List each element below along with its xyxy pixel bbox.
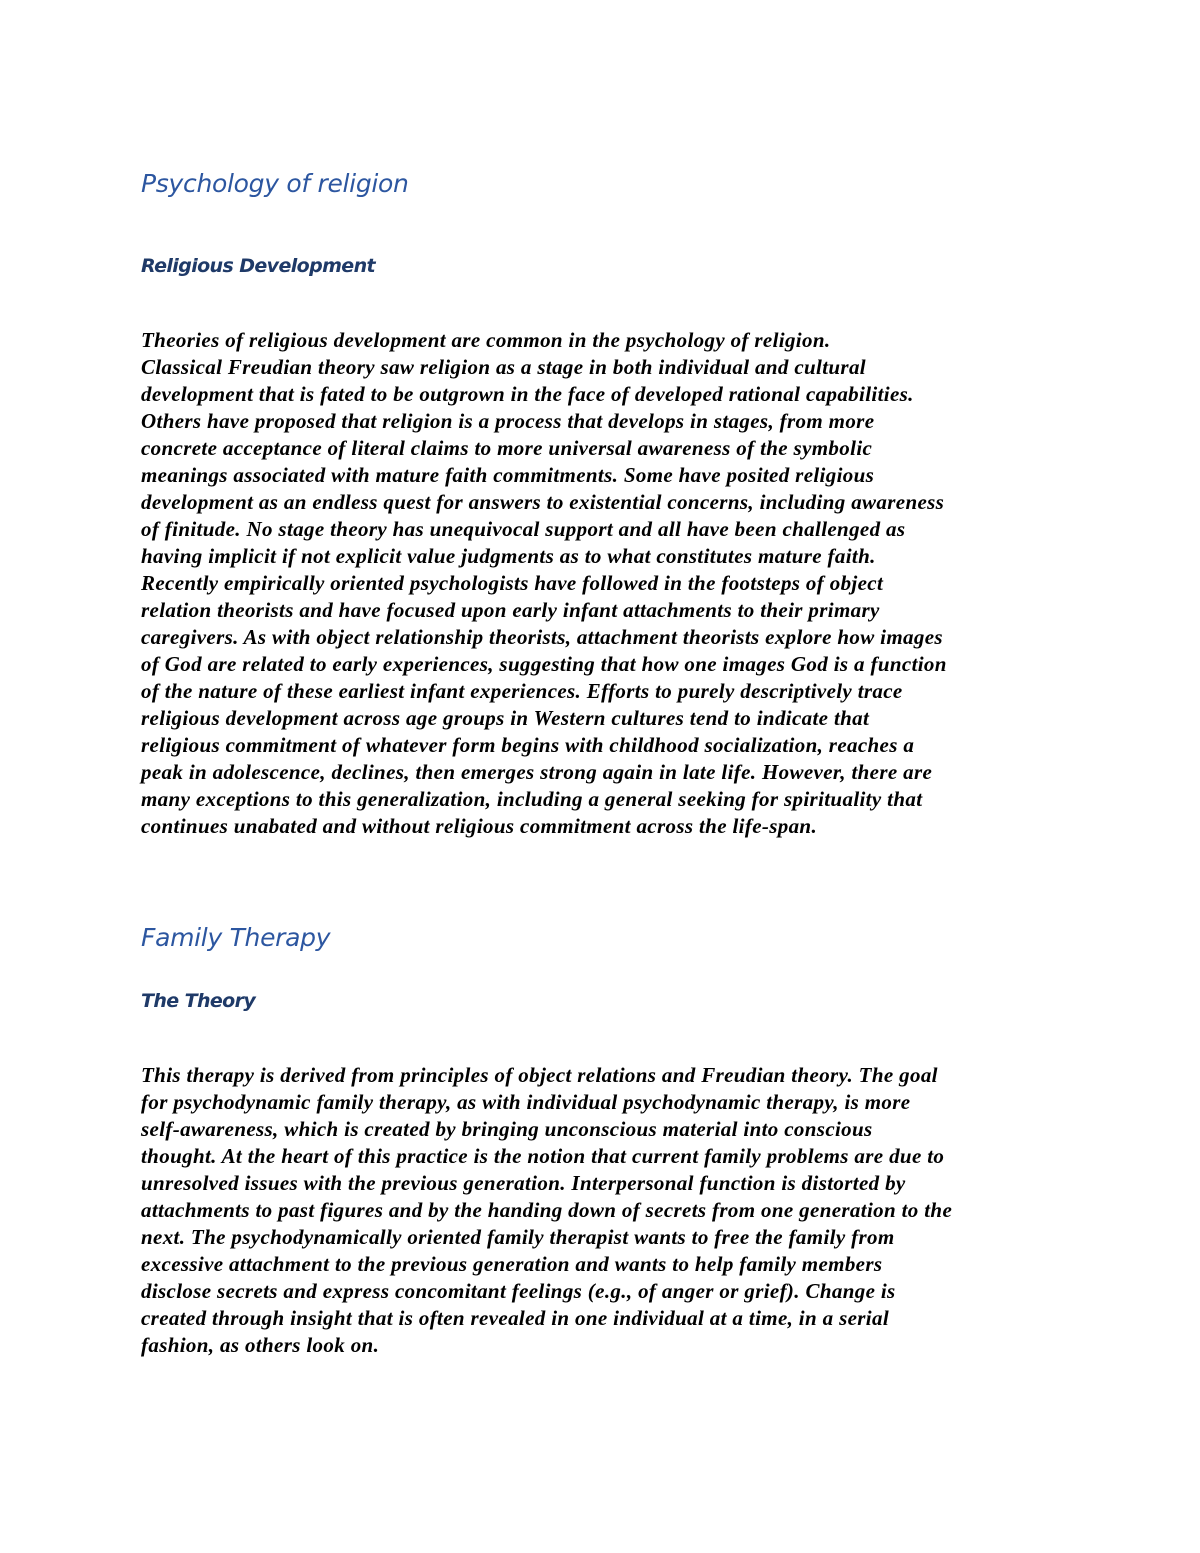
paragraph-line: disclose secrets and express concomitant feelings (e.g., of anger or grief). Change is [141,1279,896,1303]
paragraph-line: meanings associated with mature faith commitments. Some have posited religious [141,463,875,487]
paragraph-line: peak in adolescence, declines, then emerges strong again in late life. However, there are [141,760,933,784]
paragraph-line: continues unabated and without religious commitment across the life-span. [141,814,818,838]
paragraph-line: fashion, as others look on. [141,1333,380,1357]
paragraph-line: for psychodynamic family therapy, as with individual psychodynamic therapy, is more [141,1090,911,1114]
paragraph-line: relation theorists and have focused upon early infant attachments to their primary [141,598,880,622]
paragraph-line: religious development across age groups in Western cultures tend to indicate that [141,706,870,730]
paragraph-line: religious commitment of whatever form begins with childhood socialization, reaches a [141,733,915,757]
paragraph-line: Others have proposed that religion is a process that develops in stages, from more [141,409,875,433]
paragraph-line: self-awareness, which is created by bringing unconscious material into conscious [141,1117,873,1141]
paragraph-line: next. The psychodynamically oriented family therapist wants to free the family from [141,1225,895,1249]
paragraph-line: unresolved issues with the previous generation. Interpersonal function is distorted by [141,1171,906,1195]
section-subtitle: Religious Development [141,255,376,277]
paragraph-line: many exceptions to this generalization, including a general seeking for spirituality that [141,787,923,811]
section-subtitle: The Theory [141,990,256,1012]
paragraph-line: created through insight that is often revealed in one individual at a time, in a serial [141,1306,890,1330]
paragraph-line: of God are related to early experiences, suggesting that how one images God is a function [141,652,947,676]
paragraph-line: Classical Freudian theory saw religion as a stage in both individual and cultural [141,355,866,379]
paragraph-line: Recently empirically oriented psychologists have followed in the footsteps of object [141,571,884,595]
paragraph-line: of finitude. No stage theory has unequivocal support and all have been challenged as [141,517,906,541]
paragraph-line: thought. At the heart of this practice is the notion that current family problems are due to [141,1144,945,1168]
paragraph-line: excessive attachment to the previous generation and wants to help family members [141,1252,883,1276]
paragraph-line: development that is fated to be outgrown in the face of developed rational capabilities. [141,382,914,406]
paragraph-line: Theories of religious development are common in the psychology of religion. [141,328,831,352]
paragraph-line: development as an endless quest for answers to existential concerns, including awareness [141,490,945,514]
paragraph-line: This therapy is derived from principles of object relations and Freudian theory. The goal [141,1063,938,1087]
section-title: Family Therapy [141,923,331,952]
section-title: Psychology of religion [141,169,409,198]
paragraph-line: having implicit if not explicit value judgments as to what constitutes mature faith. [141,544,876,568]
paragraph-line: caregivers. As with object relationship theorists, attachment theorists explore how images [141,625,943,649]
paragraph-line: of the nature of these earliest infant experiences. Efforts to purely descriptively trace [141,679,903,703]
paragraph-line: attachments to past figures and by the handing down of secrets from one generation to the [141,1198,953,1222]
paragraph-line: concrete acceptance of literal claims to more universal awareness of the symbolic [141,436,873,460]
